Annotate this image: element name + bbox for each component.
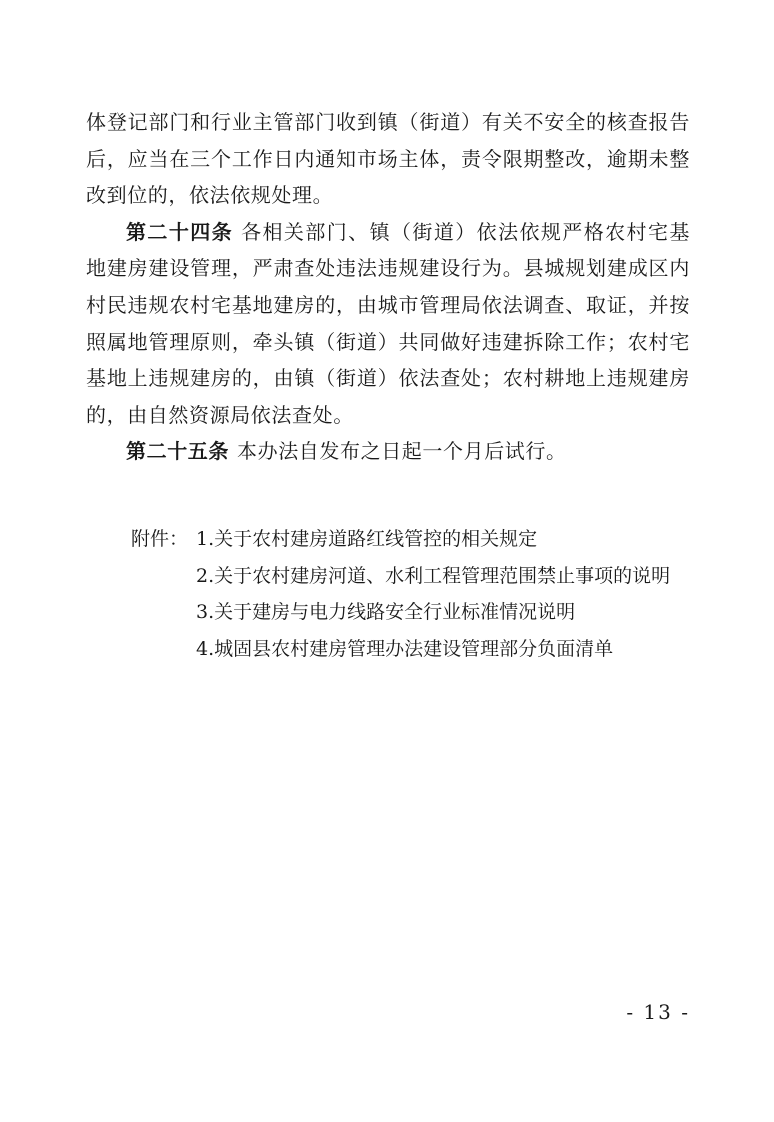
article-number: 第二十四条 <box>126 219 234 244</box>
attachment-row <box>131 521 691 558</box>
attachment-row <box>131 594 691 631</box>
article-25 <box>86 433 690 470</box>
attachment-item: 1.关于农村建房道路红线管控的相关规定 <box>196 528 538 550</box>
page-number: - 13 - <box>626 1000 690 1024</box>
article-24 <box>86 214 690 434</box>
attachment-row <box>131 558 691 595</box>
paragraph-text: 各相关部门、镇（街道）依法依规严格农村宅基地建房建设管理，严肃查处违法违规建设行为。县城规划建成区内村民违规农村宅基地建房的，由城市管理局依法调查、取证，并按照属地管理原则，牵头镇（街道）共同做好违建拆除工作；农村宅基地上违规建房的，由镇（街道）依法查处；农村耕地上违规建房的，由自然资源局依法查处。 <box>86 219 690 427</box>
article-number: 第二十五条 <box>126 439 229 464</box>
paragraph-text: 本办法自发布之日起一个月后试行。 <box>237 439 567 464</box>
attachments-label: 附件： <box>131 528 189 550</box>
paragraph-text: 体登记部门和行业主管部门收到镇（街道）有关不安全的核查报告后，应当在三个工作日内通知市场主体，责令限期整改，逾期未整改到位的，依法依规处理。 <box>86 110 690 208</box>
paragraph-continued <box>86 104 690 214</box>
attachment-item: 2.关于农村建房河道、水利工程管理范围禁止事项的说明 <box>196 564 671 587</box>
attachments-list <box>131 521 691 667</box>
attachment-item: 4.城固县农村建房管理办法建设管理部分负面清单 <box>196 637 614 660</box>
body-text <box>86 104 690 470</box>
attachment-row <box>131 631 691 668</box>
attachment-item: 3.关于建房与电力线路安全行业标准情况说明 <box>196 601 576 624</box>
